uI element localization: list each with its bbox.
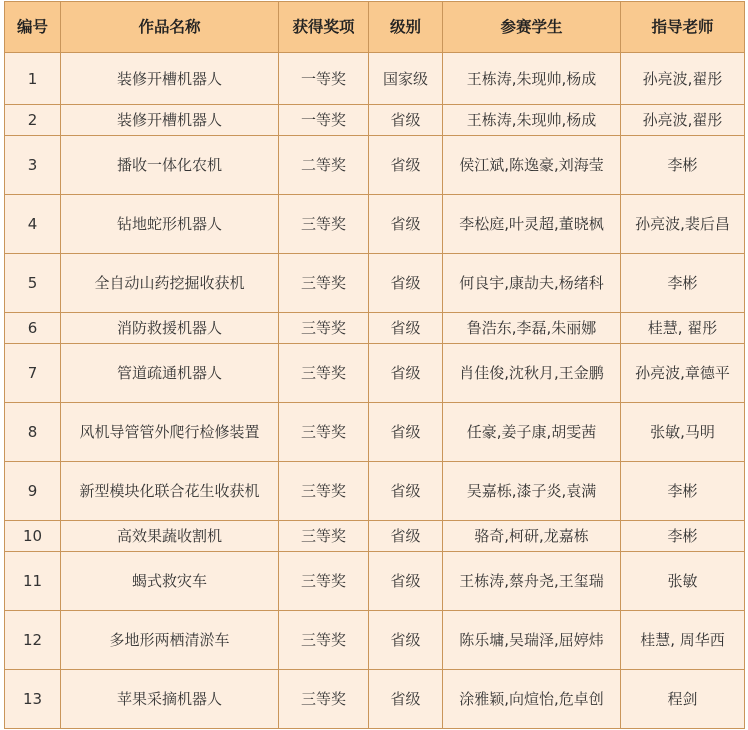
cell-students: 涂雅颖,向煊怡,危卓创 [443, 670, 621, 729]
cell-award: 三等奖 [279, 462, 369, 521]
header-number: 编号 [5, 2, 61, 53]
cell-students: 侯江斌,陈逸豪,刘海莹 [443, 136, 621, 195]
cell-level: 省级 [369, 344, 443, 403]
cell-project-name: 管道疏通机器人 [61, 344, 279, 403]
cell-number: 13 [5, 670, 61, 729]
cell-project-name: 播收一体化农机 [61, 136, 279, 195]
cell-advisor: 李彬 [621, 136, 745, 195]
table-row [5, 611, 745, 670]
cell-level: 省级 [369, 195, 443, 254]
cell-advisor: 孙亮波,裴后昌 [621, 195, 745, 254]
cell-students: 骆奇,柯研,龙嘉栋 [443, 521, 621, 552]
cell-award: 一等奖 [279, 105, 369, 136]
cell-students: 鲁浩东,李磊,朱丽娜 [443, 313, 621, 344]
cell-level: 省级 [369, 521, 443, 552]
cell-award: 三等奖 [279, 552, 369, 611]
cell-advisor: 桂慧, 周华西 [621, 611, 745, 670]
cell-project-name: 装修开槽机器人 [61, 105, 279, 136]
cell-project-name: 消防救援机器人 [61, 313, 279, 344]
cell-number: 10 [5, 521, 61, 552]
cell-students: 何良宇,康劼夫,杨绪科 [443, 254, 621, 313]
cell-project-name: 全自动山药挖掘收获机 [61, 254, 279, 313]
cell-level: 省级 [369, 254, 443, 313]
table-row [5, 403, 745, 462]
table-row [5, 254, 745, 313]
cell-project-name: 风机导管管外爬行检修装置 [61, 403, 279, 462]
cell-number: 6 [5, 313, 61, 344]
cell-students: 任豪,姜子康,胡雯茜 [443, 403, 621, 462]
cell-students: 王栋涛,朱现帅,杨成 [443, 53, 621, 105]
cell-project-name: 钻地蛇形机器人 [61, 195, 279, 254]
cell-advisor: 孙亮波,章德平 [621, 344, 745, 403]
table-row [5, 552, 745, 611]
header-award: 获得奖项 [279, 2, 369, 53]
cell-level: 省级 [369, 552, 443, 611]
table-row [5, 670, 745, 729]
cell-award: 三等奖 [279, 611, 369, 670]
cell-advisor: 桂慧, 翟彤 [621, 313, 745, 344]
header-project-name: 作品名称 [61, 2, 279, 53]
cell-award: 三等奖 [279, 670, 369, 729]
cell-advisor: 李彬 [621, 254, 745, 313]
cell-award: 一等奖 [279, 53, 369, 105]
cell-advisor: 张敏 [621, 552, 745, 611]
cell-award: 三等奖 [279, 521, 369, 552]
cell-number: 9 [5, 462, 61, 521]
cell-level: 省级 [369, 313, 443, 344]
header-level: 级别 [369, 2, 443, 53]
cell-number: 5 [5, 254, 61, 313]
cell-project-name: 新型模块化联合花生收获机 [61, 462, 279, 521]
cell-students: 陈乐墉,吴瑞泽,屈婷炜 [443, 611, 621, 670]
table-row [5, 462, 745, 521]
cell-advisor: 程剑 [621, 670, 745, 729]
cell-award: 三等奖 [279, 313, 369, 344]
table-row [5, 105, 745, 136]
awards-table [4, 1, 745, 729]
cell-project-name: 多地形两栖清淤车 [61, 611, 279, 670]
cell-level: 省级 [369, 670, 443, 729]
cell-project-name: 苹果采摘机器人 [61, 670, 279, 729]
cell-number: 12 [5, 611, 61, 670]
cell-project-name: 高效果蔬收割机 [61, 521, 279, 552]
cell-advisor: 孙亮波,翟彤 [621, 105, 745, 136]
header-advisor: 指导老师 [621, 2, 745, 53]
cell-level: 省级 [369, 611, 443, 670]
cell-students: 李松庭,叶灵超,董晓枫 [443, 195, 621, 254]
cell-award: 三等奖 [279, 344, 369, 403]
cell-students: 王栋涛,朱现帅,杨成 [443, 105, 621, 136]
table-header-row [5, 2, 745, 53]
cell-advisor: 孙亮波,翟彤 [621, 53, 745, 105]
table-row [5, 53, 745, 105]
cell-number: 4 [5, 195, 61, 254]
table-row [5, 313, 745, 344]
cell-project-name: 蝎式救灾车 [61, 552, 279, 611]
cell-level: 省级 [369, 462, 443, 521]
cell-number: 2 [5, 105, 61, 136]
cell-project-name: 装修开槽机器人 [61, 53, 279, 105]
cell-award: 二等奖 [279, 136, 369, 195]
table-row [5, 521, 745, 552]
table-row [5, 344, 745, 403]
cell-students: 吴嘉栎,漆子炎,袁满 [443, 462, 621, 521]
cell-level: 国家级 [369, 53, 443, 105]
cell-students: 王栋涛,蔡舟尧,王玺瑞 [443, 552, 621, 611]
cell-students: 肖佳俊,沈秋月,王金鹏 [443, 344, 621, 403]
cell-level: 省级 [369, 403, 443, 462]
table-row [5, 195, 745, 254]
cell-number: 3 [5, 136, 61, 195]
cell-advisor: 李彬 [621, 462, 745, 521]
cell-number: 1 [5, 53, 61, 105]
cell-number: 8 [5, 403, 61, 462]
cell-level: 省级 [369, 136, 443, 195]
cell-number: 11 [5, 552, 61, 611]
cell-award: 三等奖 [279, 403, 369, 462]
cell-award: 三等奖 [279, 195, 369, 254]
table-row [5, 136, 745, 195]
cell-award: 三等奖 [279, 254, 369, 313]
cell-level: 省级 [369, 105, 443, 136]
header-students: 参赛学生 [443, 2, 621, 53]
cell-advisor: 李彬 [621, 521, 745, 552]
cell-advisor: 张敏,马明 [621, 403, 745, 462]
cell-number: 7 [5, 344, 61, 403]
